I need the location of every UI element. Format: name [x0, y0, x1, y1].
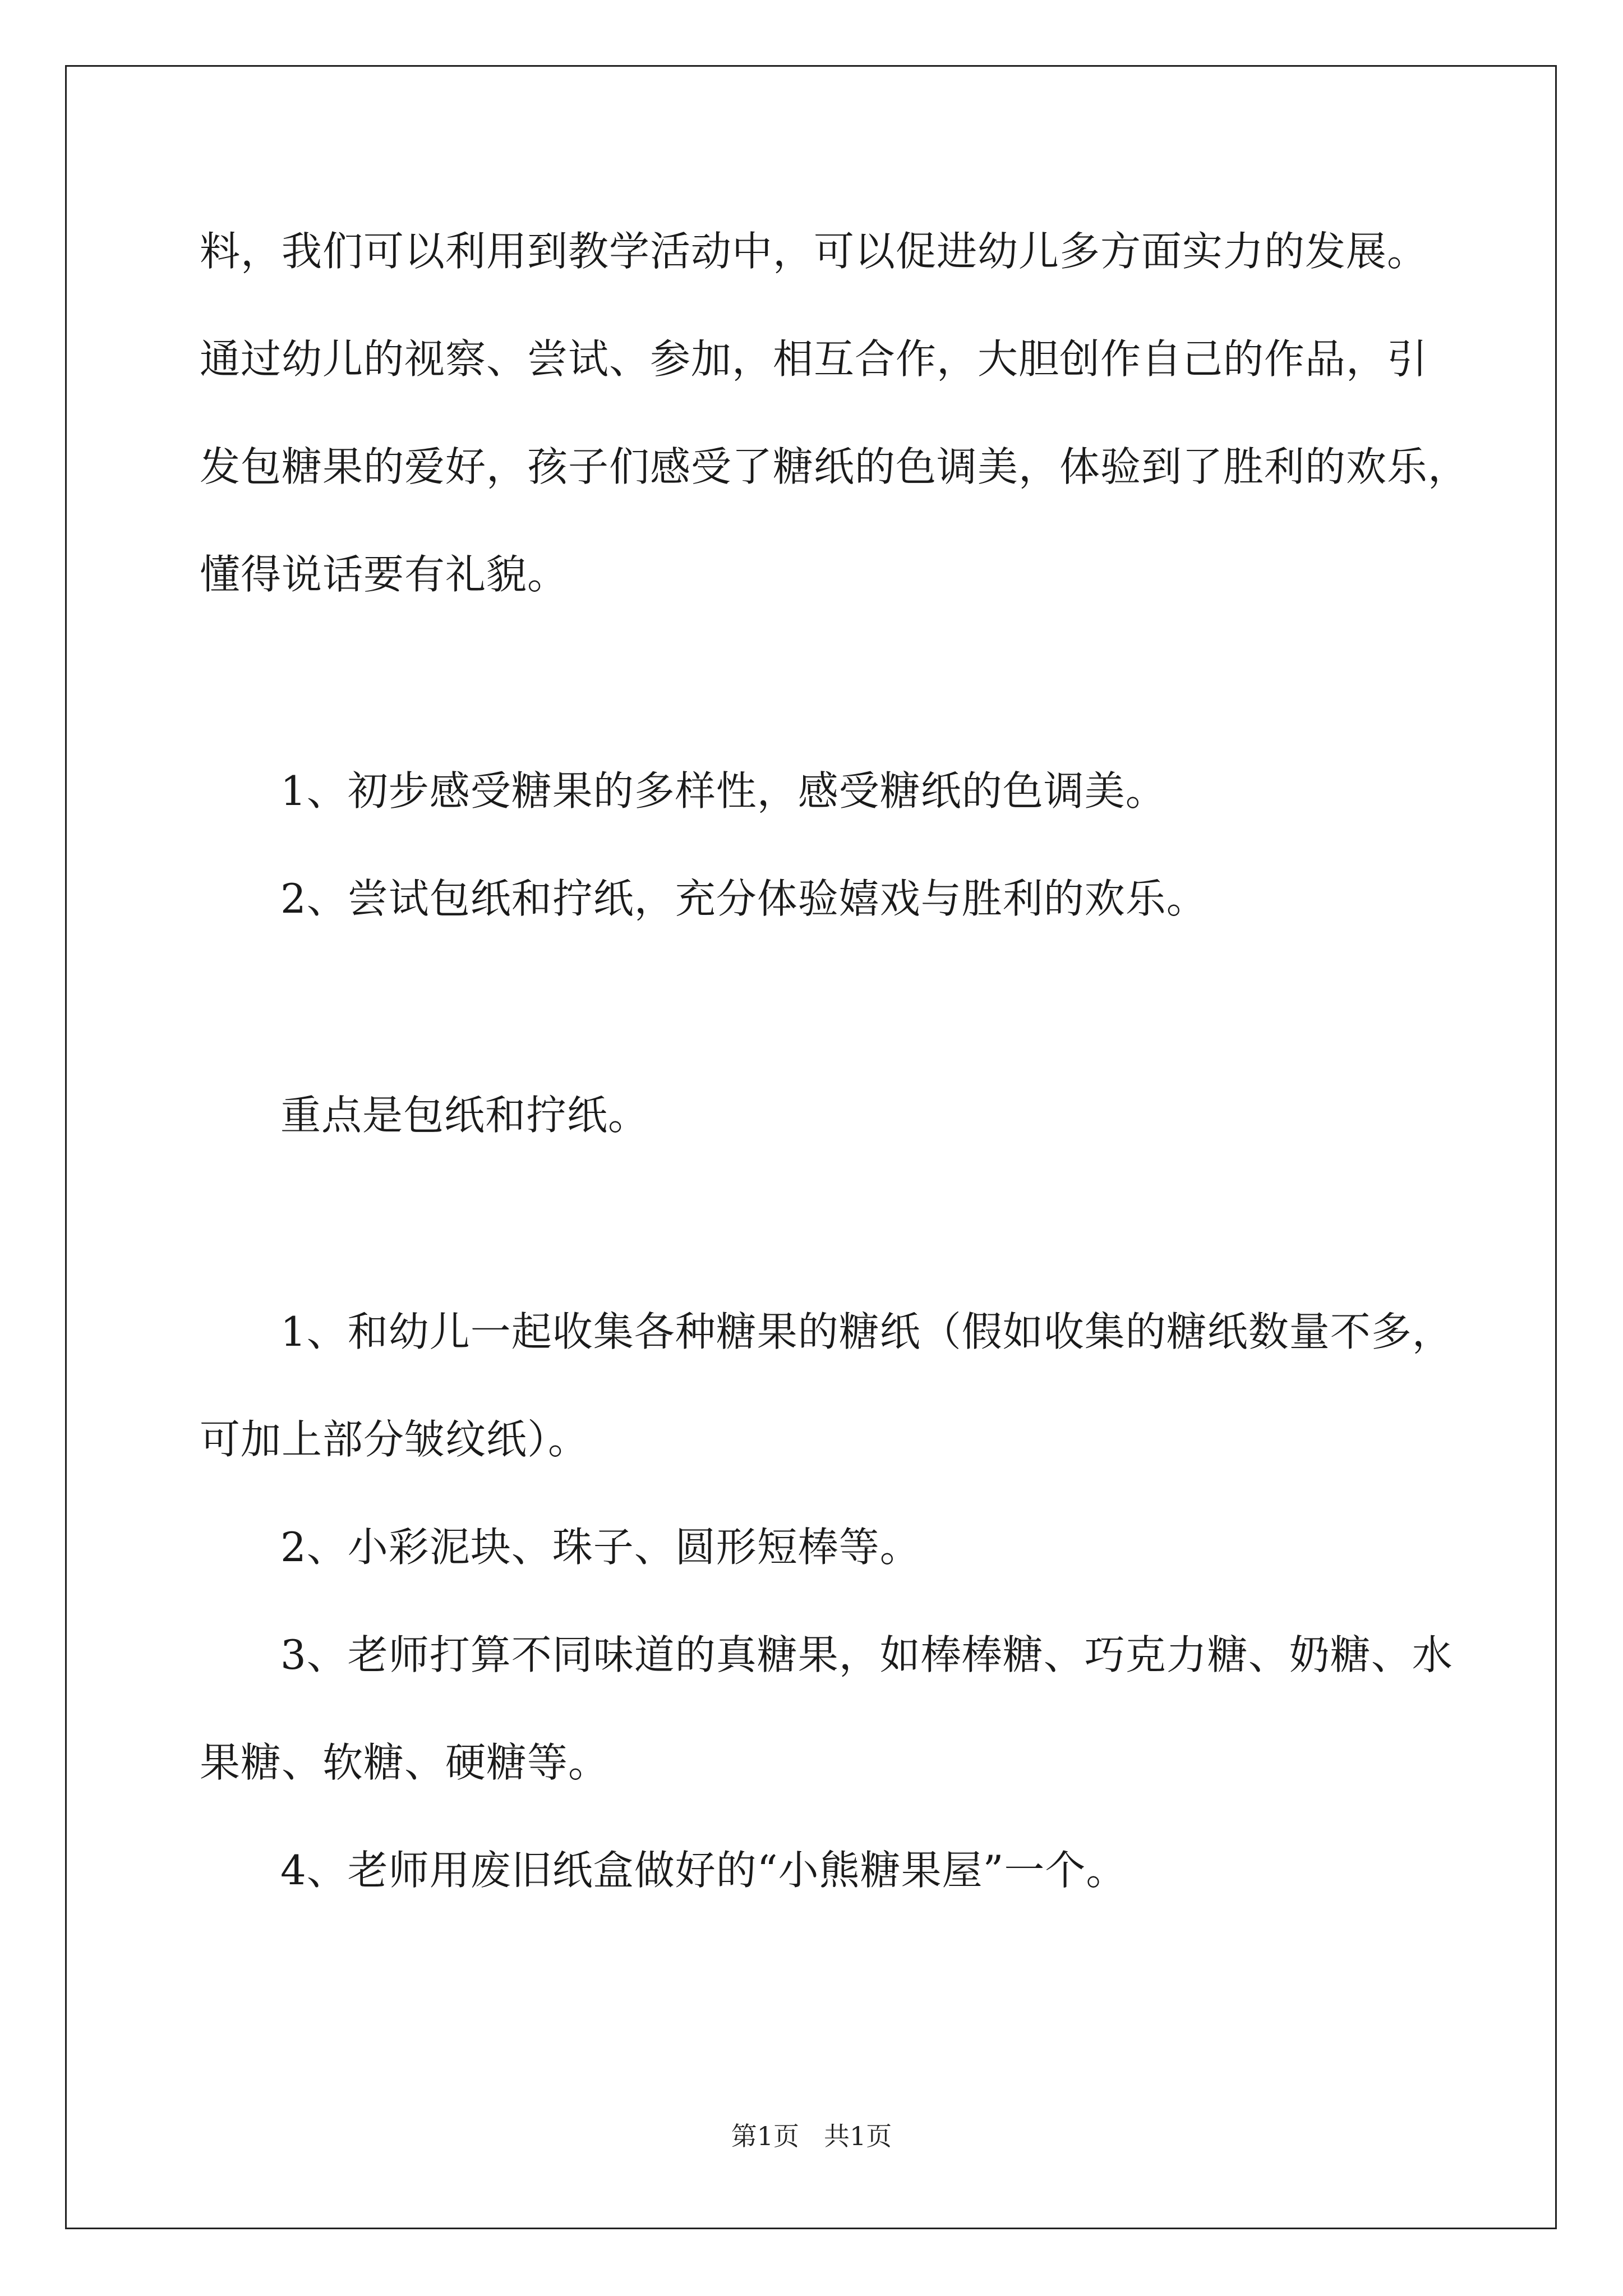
- intro-line-3: 发包糖果的爱好，孩子们感受了糖纸的色调美，体验到了胜利的欢乐，: [200, 443, 1469, 490]
- prep-item-2: 2、小彩泥块、珠子、圆形短棒等。: [280, 1524, 921, 1571]
- page-total: 共1页: [823, 2121, 892, 2151]
- goal-item-2: 2、尝试包纸和拧纸，充分体验嬉戏与胜利的欢乐。: [280, 875, 1207, 922]
- prep-item-4: 4、老师用废旧纸盒做好的“小熊糖果屋”一个。: [280, 1847, 1127, 1894]
- page-border: [65, 65, 1557, 2229]
- prep-item-3-line-1: 3、老师打算不同味道的真糖果，如棒棒糖、巧克力糖、奶糖、水: [280, 1631, 1453, 1678]
- page-footer: [0, 2119, 1623, 2153]
- prep-item-1-line-2: 可加上部分皱纹纸）。: [200, 1416, 589, 1463]
- intro-line-2: 通过幼儿的视察、尝试、参加，相互合作，大胆创作自己的作品，引: [200, 335, 1428, 383]
- intro-line-1: 料，我们可以利用到教学活动中，可以促进幼儿多方面实力的发展。: [200, 228, 1428, 275]
- intro-line-4: 懂得说话要有礼貌。: [200, 551, 569, 598]
- prep-item-1-line-1: 1、和幼儿一起收集各种糖果的糖纸（假如收集的糖纸数量不多，: [280, 1308, 1453, 1355]
- page-number: 第1页: [731, 2121, 800, 2151]
- goal-item-1: 1、初步感受糖果的多样性，感受糖纸的色调美。: [280, 767, 1166, 815]
- key-point: 重点是包纸和拧纸。: [280, 1092, 649, 1139]
- prep-item-3-line-2: 果糖、软糖、硬糖等。: [200, 1739, 610, 1786]
